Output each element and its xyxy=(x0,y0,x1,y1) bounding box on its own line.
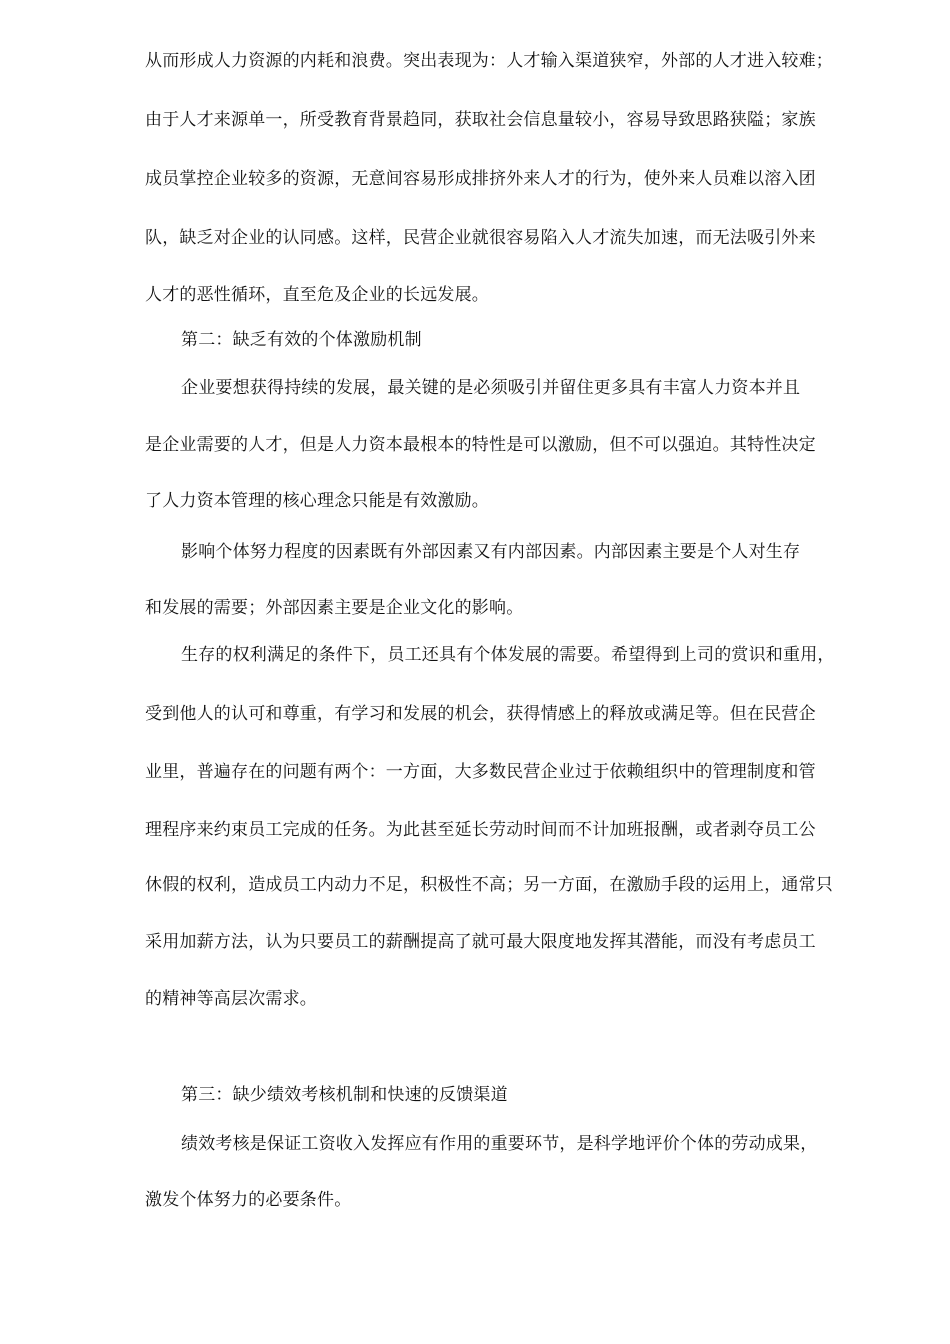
body-text-line: 和发展的需要；外部因素主要是企业文化的影响。 xyxy=(145,598,524,618)
body-text-line: 生存的权利满足的条件下，员工还具有个体发展的需要。希望得到上司的赏识和重用， xyxy=(181,645,835,665)
body-text-line: 的精神等高层次需求。 xyxy=(145,989,317,1009)
body-text-line: 休假的权利，造成员工内动力不足，积极性不高；另一方面，在激励手段的运用上，通常只 xyxy=(145,875,833,895)
body-text-line: 激发个体努力的必要条件。 xyxy=(145,1190,352,1210)
body-text-line: 由于人才来源单一，所受教育背景趋同，获取社会信息量较小，容易导致思路狭隘；家族 xyxy=(145,110,816,130)
body-text-line: 队，缺乏对企业的认同感。这样，民营企业就很容易陷入人才流失加速，而无法吸引外来 xyxy=(145,228,816,248)
section-heading-3: 第三：缺少绩效考核机制和快速的反馈渠道 xyxy=(181,1085,508,1105)
body-text-line: 理程序来约束员工完成的任务。为此甚至延长劳动时间而不计加班报酬，或者剥夺员工公 xyxy=(145,820,816,840)
body-text-line: 业里，普遍存在的问题有两个：一方面，大多数民营企业过于依赖组织中的管理制度和管 xyxy=(145,762,816,782)
body-text-line: 成员掌控企业较多的资源，无意间容易形成排挤外来人才的行为，使外来人员难以溶入团 xyxy=(145,169,816,189)
body-text-line: 从而形成人力资源的内耗和浪费。突出表现为：人才输入渠道狭窄，外部的人才进入较难； xyxy=(145,51,833,71)
body-text-line: 是企业需要的人才，但是人力资本最根本的特性是可以激励，但不可以强迫。其特性决定 xyxy=(145,435,816,455)
body-text-line: 人才的恶性循环，直至危及企业的长远发展。 xyxy=(145,285,489,305)
body-text-line: 绩效考核是保证工资收入发挥应有作用的重要环节，是科学地评价个体的劳动成果， xyxy=(181,1134,818,1154)
body-text-line: 受到他人的认可和尊重，有学习和发展的机会，获得情感上的释放或满足等。但在民营企 xyxy=(145,704,816,724)
body-text-line: 采用加薪方法，认为只要员工的薪酬提高了就可最大限度地发挥其潜能，而没有考虑员工 xyxy=(145,932,816,952)
body-text-line: 企业要想获得持续的发展，最关键的是必须吸引并留住更多具有丰富人力资本并且 xyxy=(181,378,801,398)
body-text-line: 影响个体努力程度的因素既有外部因素又有内部因素。内部因素主要是个人对生存 xyxy=(181,542,801,562)
section-heading-2: 第二：缺乏有效的个体激励机制 xyxy=(181,330,422,350)
body-text-line: 了人力资本管理的核心理念只能是有效激励。 xyxy=(145,491,489,511)
